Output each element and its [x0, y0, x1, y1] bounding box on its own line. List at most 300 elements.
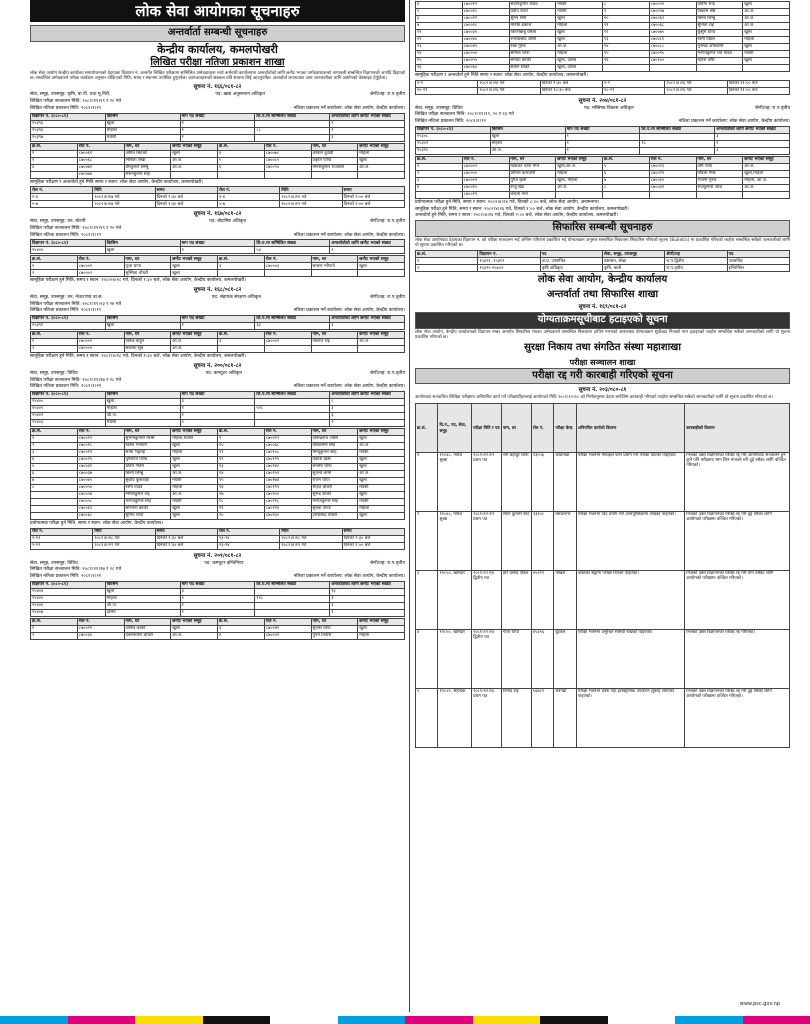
topcand-cell: १० [603, 16, 650, 23]
rad-cell: ५ [416, 688, 438, 747]
cand-cell [264, 346, 311, 353]
cand-cell: खुला [358, 456, 405, 463]
cand-cell [31, 505, 78, 512]
rad-cell: अर्काको सट्टामा परीक्षा दिएको पाइएको। [576, 570, 684, 629]
cand-header-cell: नाम, थर [311, 428, 358, 435]
rad-cell: राम बहादुर थापा [502, 452, 532, 511]
adv-header-row [31, 391, 405, 398]
sched-header-cell: समय [342, 528, 404, 535]
n204adv-cell [640, 147, 715, 154]
cand-cell: ८७००१८ [77, 442, 124, 449]
notice-block [30, 363, 405, 550]
notice-post: पद: बोटानिष्ट अधिकृत [209, 219, 247, 225]
central-office-heading: लोक सेवा आयोग, केन्द्रीय कार्यालय [537, 274, 668, 286]
cand-cell: ३ [31, 449, 78, 456]
topcand-row [416, 37, 790, 44]
topcand-cell: प्रतिमा शाह [696, 2, 743, 9]
cand-cell: ८७००६२ [77, 505, 124, 512]
cand-cell: आ.ज. [171, 491, 218, 498]
topcand-cell: आ.ज. [556, 44, 603, 51]
rad-row [416, 511, 790, 570]
cand-cell: प्रतिम गौतम [124, 463, 171, 470]
topcand-cell [696, 65, 743, 72]
adv-cell: ३ [330, 323, 405, 330]
sched-cell: दिनको १:३० बजे [155, 201, 217, 208]
cand-cell: महिला,मधेशी [171, 435, 218, 442]
n204cand-cell: ५ [603, 163, 650, 170]
notice-post: पद: कम्प्युटर अधिकृत [205, 370, 243, 376]
cand-row [31, 491, 405, 498]
cand-cell: ८७०१७४ [264, 477, 311, 484]
adv-header-cell: अन्तर्वार्ताको लागि छनौट भएको संख्या [330, 113, 405, 120]
cand-cell: ८ [31, 484, 78, 491]
rad-cell: निजको उक्त विज्ञापनको परीक्षा रद्द गरी आयोगबाट सञ्चालन हुने कुनै पनि परीक्षामा भाग लिन नपाउने गरी दुई वर्षका लागि वञ्चित गरिएको। [685, 452, 790, 511]
n204cand-cell: ७ [603, 177, 650, 184]
adv-header-cell: माग पद संख्या [180, 316, 255, 323]
cand-cell [264, 270, 311, 277]
adv-row [31, 419, 405, 426]
sched-cell: २०८२।४।१९ गते [93, 542, 155, 549]
n204cand-cell: प्रमिला कराजोरी [509, 170, 556, 177]
adv-cell: ८८ [255, 127, 330, 134]
n204cand-cell: ८७०००२ [462, 163, 509, 170]
cand-cell: १२ [218, 456, 265, 463]
notice-result-date: लिखित नतिजा प्रकाशन मिति: २०८१।१।२१ [30, 384, 102, 390]
sched-row [31, 201, 405, 208]
topcand-cell: ८७००८८ [649, 44, 696, 51]
cand-cell: ३ [218, 339, 265, 346]
n204cand-cell [649, 191, 696, 198]
left-column [30, 24, 405, 1014]
cand-cell: आ.ज. [358, 442, 405, 449]
adv-cell: खुला [105, 588, 180, 595]
cand-cell: कविता दुवाडी [311, 150, 358, 157]
cand-cell: २ [31, 346, 78, 353]
cand-cell [31, 491, 78, 498]
topsched-cell: १-९ [416, 80, 478, 87]
cand-cell: रोहित चौधरी [311, 484, 358, 491]
sched-header-cell: मिति [280, 528, 342, 535]
cand-header-cell: क्र.सं. [218, 143, 265, 150]
adv-cell: १५३९६ [31, 120, 106, 127]
notice-meta [30, 561, 405, 567]
rad-cell: १२८४८, नायब सुब्बा [438, 452, 472, 511]
cand-cell: दिनेश भण्डारी [124, 442, 171, 449]
notice-204-schedule-lines [415, 200, 790, 219]
sched-header-cell: रोल नं. [31, 528, 93, 535]
rad-cell: २०८१।१२।१४ द्वितीय पत्र [472, 629, 502, 688]
cand-cell: मधेशी [358, 484, 405, 491]
topcand-cell: ८७००५१ [649, 2, 696, 9]
topcand-row [416, 58, 790, 65]
cand-cell: खुला [358, 477, 405, 484]
cand-cell: अमित सिंहको [124, 150, 171, 157]
rad-cell: परीक्षा भवनमा प्रवेश गर्दा इलेक्ट्रोनिक उपकरण लुकाई ल्याएको पाइएको। [576, 688, 684, 747]
topsched-cell: १-९ [602, 80, 664, 87]
cand-cell: ८७००३७ [77, 470, 124, 477]
rad-cell: ४५२१२ [531, 570, 553, 629]
cand-cell: खुला [358, 263, 405, 270]
cand-header-cell: क्र.सं. [31, 143, 78, 150]
topcand-row [416, 44, 790, 51]
cand-header-row [31, 618, 405, 625]
cand-cell: १४ [218, 470, 265, 477]
adv-cell [255, 412, 330, 419]
notice-block [30, 553, 405, 640]
cand-row [31, 463, 405, 470]
notice-meta [30, 371, 405, 377]
adv-cell: महिला [105, 127, 180, 134]
adv-header-cell: लि.प.मा सम्मिलित संख्या [255, 581, 330, 588]
recommend-paragraph: लोक सेवा आयोगबाट देहायका विज्ञापन नं. को परीक्षा सञ्चालन भई अन्तिम परिणाम प्रकाशित भई योग्यताक्रम अनुसार सम्बन्धित निकायमा सिफारिस गरिएको सूचना (Bulletin) मा प्रकाशित गरिएको व्यहोरा सम्बन्धित सबैको जानकारीको लागि यो सूचना प्रकाशित गरिएको छ। [415, 237, 790, 248]
adv-header-row [31, 240, 405, 247]
topcand-cell: समिता थापा [509, 51, 556, 58]
cand-row [31, 498, 405, 505]
n204adv-cell: १ [565, 147, 640, 154]
cand-row [31, 505, 405, 512]
sched-cell: ५-७ [217, 201, 279, 208]
cand-row [31, 456, 405, 463]
cand-cell: १५ [218, 477, 265, 484]
n204adv-cell: १५३०८ [416, 133, 491, 140]
rad-cell: निजको उक्त विज्ञापनको परीक्षा रद्द गरिएको। [685, 629, 790, 688]
cand-cell: खुला [358, 463, 405, 470]
topcand-cell: ८७००४० [462, 37, 509, 44]
topcand-cell [649, 65, 696, 72]
rad-cell: सीता कुमारी शाह [502, 511, 532, 570]
adv-cell: २ [330, 127, 405, 134]
notice-level: श्रेणी/तह: रा.प.तृतीय [369, 219, 405, 225]
sched-row [31, 542, 405, 549]
adv-header-cell: लि.प.मा सम्मिलित संख्या [255, 113, 330, 120]
cand-cell [31, 498, 78, 505]
adv-cell: १ [180, 120, 255, 127]
adv-cell: १५४०३ [31, 419, 106, 426]
cand-cell: २ [31, 157, 78, 164]
n204cand-cell: ८७०००९ [462, 177, 509, 184]
notice-post: पद: सहायक संरक्षण अधिकृत [211, 294, 261, 300]
rad-cell: २०८१।१२।१२ प्रथम पत्र [472, 452, 502, 511]
cand-cell: विवेक बाहुन [124, 339, 171, 346]
rec-cell: कृषि, बाली [602, 265, 664, 272]
cand-row [31, 625, 405, 632]
cand-cell: ८७००६८ [77, 157, 124, 164]
candidate-table [30, 255, 405, 277]
cand-cell: १७ [218, 491, 265, 498]
topcand-row [416, 65, 790, 72]
adv-cell [255, 602, 330, 609]
n204cand-row [416, 163, 790, 170]
cand-cell: आ.ज. [358, 339, 405, 346]
rad-header-cell: वि.नं., पद, सेवा, समूह [438, 403, 472, 452]
sched-cell: २०८२।४।१८ गते [280, 535, 342, 542]
n204cand-cell: खुला, महिला [556, 177, 603, 184]
rec-cell: २ [416, 265, 478, 272]
cand-cell: ११ [218, 449, 265, 456]
topcand-cell: मनिषा ढकाल [509, 23, 556, 30]
n204cand-cell: ६ [603, 170, 650, 177]
cand-cell: ८७००५४ [77, 491, 124, 498]
notice-204-line: अन्तर्वार्ता हुने मिति, समय र स्थान: २०८२।४।२६ गते, दिनको २:०० बजे, लोक सेवा आयोग, केन्द्रीय कार्यालय, कमलपोखरी। [415, 213, 619, 219]
cand-cell: रश्मी यादव [124, 484, 171, 491]
sched-header-cell: समय [342, 187, 404, 194]
website-link[interactable]: www.psc.gov.np [739, 1000, 780, 1007]
topsched-cell: १०-१९ [416, 87, 478, 94]
rec-row [416, 258, 790, 265]
notice-result-date: लिखित नतिजा प्रकाशन मिति: २०८१।१।२१ [30, 574, 102, 580]
n204cand-cell: ८७००२३ [649, 163, 696, 170]
cand-cell: महिला [171, 484, 218, 491]
cand-cell [358, 171, 405, 178]
cand-header-cell: रोल नं. [77, 332, 124, 339]
cand-header-cell: क्र.सं. [218, 618, 265, 625]
cand-cell: पुष्पराज पाण्डे [124, 456, 171, 463]
cand-cell: १० [218, 442, 265, 449]
rad-cell: निजको उक्त विज्ञापनको परीक्षा रद्द गरी दुई वर्षका लागि आयोगको परीक्षामा वञ्चित गरिएको। [685, 511, 790, 570]
security-division-heading: सुरक्षा निकाय तथा संगठित संस्था महाशाखा [524, 342, 681, 354]
cand-cell: खुला [358, 435, 405, 442]
topsched-row [416, 80, 790, 87]
n204adv-header-cell: लि.प.मा सम्मिलित संख्या [640, 126, 715, 133]
cand-row [31, 150, 405, 157]
topcand-cell: ८७०१०० [649, 58, 696, 65]
adv-header-cell: विज्ञापन नं. (०८०-८१) [31, 240, 106, 247]
sched-header-cell: रोल नं. [217, 187, 279, 194]
cand-header-cell: क्र.सं. [31, 428, 78, 435]
topcand-cell: ८७००५० [462, 51, 509, 58]
rad-cell: १२८५०, खरिदार [438, 629, 472, 688]
n204cand-cell: आ.ज. [743, 184, 790, 191]
cand-header-cell: छनौट भएको समूह [171, 256, 218, 263]
topcand-cell: मधेशी [556, 2, 603, 9]
cand-header-cell: रोल नं. [264, 618, 311, 625]
sched-cell: २०८२।४।१७ गते [93, 194, 155, 201]
sched-cell: दिनको २:०० बजे [342, 201, 404, 208]
adv-cell: १५४०२ [31, 412, 106, 419]
rad-cell: गीता थापा [502, 629, 532, 688]
n204cand-header-cell: क्र.सं. [603, 156, 650, 163]
adv-cell: महिला [105, 595, 180, 602]
rad-cell: ३ [416, 570, 438, 629]
n204cand-cell: २ [416, 170, 463, 177]
rad-cell: पोखरा [554, 570, 576, 629]
cand-header-cell: छनौट भएको समूह [358, 428, 405, 435]
rad-cell: निजको उक्त विज्ञापनको परीक्षा रद्द गरी दुई वर्षका लागि आयोगको परीक्षामा वञ्चित गरिएको। [685, 688, 790, 747]
notice-204-office: नतिजा प्रकाशन गर्ने कार्यालय: लोक सेवा आयोग, केन्द्रीय कार्यालय। [678, 119, 790, 125]
sched-header-row [31, 528, 405, 535]
notice-service: सेवा, समूह, उपसमूह: विविध [30, 560, 78, 566]
cand-header-cell: नाम, थर [311, 618, 358, 625]
cancellation-table [415, 403, 790, 748]
notice-result-date: लिखित नतिजा प्रकाशन मिति: २०८१।१।१९ [30, 308, 102, 314]
n204cand-cell: पविला मिश्र [696, 170, 743, 177]
rec-cell: १५३९५-१५४०२ [478, 265, 540, 272]
sched-cell: २०८२।४।१९ गते [280, 542, 342, 549]
adv-row [31, 134, 405, 141]
schedule-line: प्रयोगात्मक परीक्षा हुने मिति, समय र स्थान: लोक सेवा आयोग, केन्द्रीय कार्यालय। [30, 520, 164, 526]
adv-cell [255, 419, 330, 426]
notice-result-row [30, 106, 405, 112]
notice-result-row [30, 308, 405, 314]
cand-cell: ८७०००५ [77, 346, 124, 353]
candidate-table [30, 143, 405, 179]
cand-cell: सुभाषकुमारी मरासे [124, 435, 171, 442]
topcand-cell: आ.ज. [743, 16, 790, 23]
topcand-cell: रमेशप्रसाद जोशी [509, 37, 556, 44]
adv-header-cell: अन्तर्वार्ताको लागि छनौट भएको संख्या [330, 240, 405, 247]
cand-cell: मधेशी [358, 449, 405, 456]
topsched-cell: दिनको ९:३० बजे [540, 80, 602, 87]
topcand-cell: सुनिता राई [696, 23, 743, 30]
cand-cell: अनिल कार्की [124, 625, 171, 632]
adv-cell [255, 134, 330, 141]
topcand-cell: ६ [416, 16, 463, 23]
n204adv-cell: ३ [715, 133, 790, 140]
cand-header-cell: क्र.सं. [31, 332, 78, 339]
rad-cell: ४५३५६ [531, 629, 553, 688]
interview-section-heading: अन्तर्वार्ता सम्बन्धी सूचनाहरु [30, 25, 405, 42]
cand-header-cell: नाम, थर [124, 143, 171, 150]
adv-header-row [31, 113, 405, 120]
adv-row [31, 412, 405, 419]
notice-204-service: सेवा, समूह, उपसमूह: विविध [415, 105, 463, 111]
cand-cell: ५ [31, 463, 78, 470]
topcand-cell: खुला [743, 58, 790, 65]
cand-cell: ६ [218, 164, 265, 171]
n204cand-header-cell: नाम, थर [509, 156, 556, 163]
topcand-cell: आ.ज. [743, 23, 790, 30]
n204adv-cell: महिला [490, 140, 565, 147]
rec-cell: १५३११, १५३१२ [478, 258, 540, 265]
cand-cell: पूजा थापा [124, 263, 171, 270]
n204cand-cell [416, 191, 463, 198]
adv-header-cell: किसिम [105, 240, 180, 247]
n204cand-row [416, 184, 790, 191]
print-color-bar [0, 1016, 810, 1024]
left-notices [30, 84, 405, 639]
cand-row [31, 157, 405, 164]
sched-cell: १३-२४ [217, 535, 279, 542]
adv-cell: ३ [330, 602, 405, 609]
cand-cell: ८७०१९२ [264, 484, 311, 491]
cand-cell: ८७०००१ [77, 263, 124, 270]
n204cand-cell: १ [416, 163, 463, 170]
topcand-row [416, 51, 790, 58]
adv-cell: ५३ [255, 247, 330, 254]
adv-header-cell: अन्तर्वार्ताको लागि छनौट भएको संख्या [330, 391, 405, 398]
n204cand-header-row [416, 156, 790, 163]
notice-204-candidate-table [415, 156, 790, 199]
topcand-cell: ८७००६० [462, 65, 509, 72]
n204cand-cell: ८७००२९ [649, 170, 696, 177]
sched-cell: दिनको १:३० बजे [342, 535, 404, 542]
adv-cell: १ [180, 609, 255, 616]
topcand-cell [603, 65, 650, 72]
notice-office: नतिजा प्रकाशन गर्ने कार्यालय: लोक सेवा आयोग, केन्द्रीय कार्यालय। [293, 308, 405, 314]
cand-header-cell: रोल नं. [264, 428, 311, 435]
notice-number: सूचना नं. १६७/०८१-८२ [193, 211, 242, 218]
cand-cell: ८७००५२ [264, 632, 311, 639]
topcand-cell: संदीपकुमार यादव [509, 2, 556, 9]
candidate-table [30, 428, 405, 520]
notice-office: नतिजा प्रकाशन गर्ने कार्यालय: लोक सेवा आयोग, केन्द्रीय कार्यालय। [293, 232, 405, 238]
adv-cell: १ [180, 595, 255, 602]
adv-cell: ३३ [255, 323, 330, 330]
n204cand-header-cell: नाम, थर [696, 156, 743, 163]
notice-service: सेवा, समूह, उपसमूह: विविध [30, 370, 78, 376]
sched-cell: १-१२ [31, 535, 93, 542]
cand-cell: ८७०२३० [264, 512, 311, 519]
cand-cell: सुवास थापा [311, 625, 358, 632]
cand-row [31, 164, 405, 171]
cand-cell: आ.ज. [358, 470, 405, 477]
cand-cell: मधेशी [171, 498, 218, 505]
exam-branch-heading: परीक्षा सञ्चालन शाखा [569, 356, 636, 367]
notice-block [30, 84, 405, 208]
cand-cell: ३ [218, 263, 265, 270]
notice-post: पद: खाद्य अनुसन्धान अधिकृत [215, 92, 265, 98]
cand-cell: ८७००५० [77, 484, 124, 491]
n204cand-row [416, 191, 790, 198]
cand-header-cell: रोल नं. [77, 428, 124, 435]
topcand-cell: ८७००१२ [462, 2, 509, 9]
cand-cell: महिला [358, 150, 405, 157]
schedule-table [30, 528, 405, 550]
cand-cell: ७ [31, 477, 78, 484]
n204adv-cell: १ [565, 133, 640, 140]
sched-cell: २०८२।४।१८ गते [93, 535, 155, 542]
adv-cell: १५४०४ [31, 588, 106, 595]
topcand-cell: ८७००६८ [649, 23, 696, 30]
n204adv-cell: खुला [490, 133, 565, 140]
adv-cell: खुला [105, 323, 180, 330]
cand-cell: महिला [171, 449, 218, 456]
cand-cell: ८७००८५ [264, 157, 311, 164]
n204cand-cell: ८७००४२ [649, 184, 696, 191]
interview-branch-heading: अन्तर्वार्ता तथा सिफारिस शाखा [546, 288, 659, 300]
n204adv-header-cell: अन्तर्वार्ताको लागि छनौट भएको संख्या [715, 126, 790, 133]
cand-row [31, 171, 405, 178]
n204cand-cell: रन्जु खेड [509, 184, 556, 191]
adv-header-cell: विज्ञापन नं. (०८०-८१) [31, 113, 106, 120]
n204cand-header-cell: रोल नं. [649, 156, 696, 163]
adv-header-cell: अन्तर्वार्ताको लागि छनौट भएको संख्या [330, 581, 405, 588]
cand-cell: १ [31, 150, 78, 157]
topsched-cell: २०८२।४।२६ गते [665, 87, 727, 94]
adv-row [31, 127, 405, 134]
notice-service: सेवा, समूह, उपसमूह: कृषि, बा.पी. तथा मू.निरी. [30, 92, 111, 98]
notice-level: श्रेणी/तह: रा.प.तृतीय [369, 560, 405, 566]
n204cand-cell: पुष्पा ख्रेत्री [509, 177, 556, 184]
notice-office: नतिजा प्रकाशन गर्ने कार्यालय: लोक सेवा आयोग, केन्द्रीय कार्यालय। [293, 574, 405, 580]
cand-cell: रोशनकुमार साह [124, 171, 171, 178]
adv-cell: १ [180, 602, 255, 609]
sched-cell: दिनको ९:३० बजे [155, 194, 217, 201]
sched-cell: २०८२।४।१९ गते [280, 194, 342, 201]
cand-cell [31, 171, 78, 178]
n204cand-header-cell: छनौट भएको समूह [743, 156, 790, 163]
cand-cell: ८७००१९ [77, 449, 124, 456]
n204cand-cell: महिला, आ.ज. [743, 177, 790, 184]
cand-cell: खुला [171, 505, 218, 512]
adv-cell [255, 398, 330, 405]
adv-cell: १५४०५ [31, 247, 106, 254]
rec-cell: रा.प.तृतीय [665, 265, 727, 272]
topsched-cell: २०८२।४।२६ गते [478, 87, 540, 94]
cand-row [31, 512, 405, 519]
sched-cell: २०८२।४।१९ गते [280, 201, 342, 208]
notice-office: नतिजा प्रकाशन गर्ने कार्यालय: लोक सेवा आयोग, केन्द्रीय कार्यालय। [293, 105, 405, 111]
